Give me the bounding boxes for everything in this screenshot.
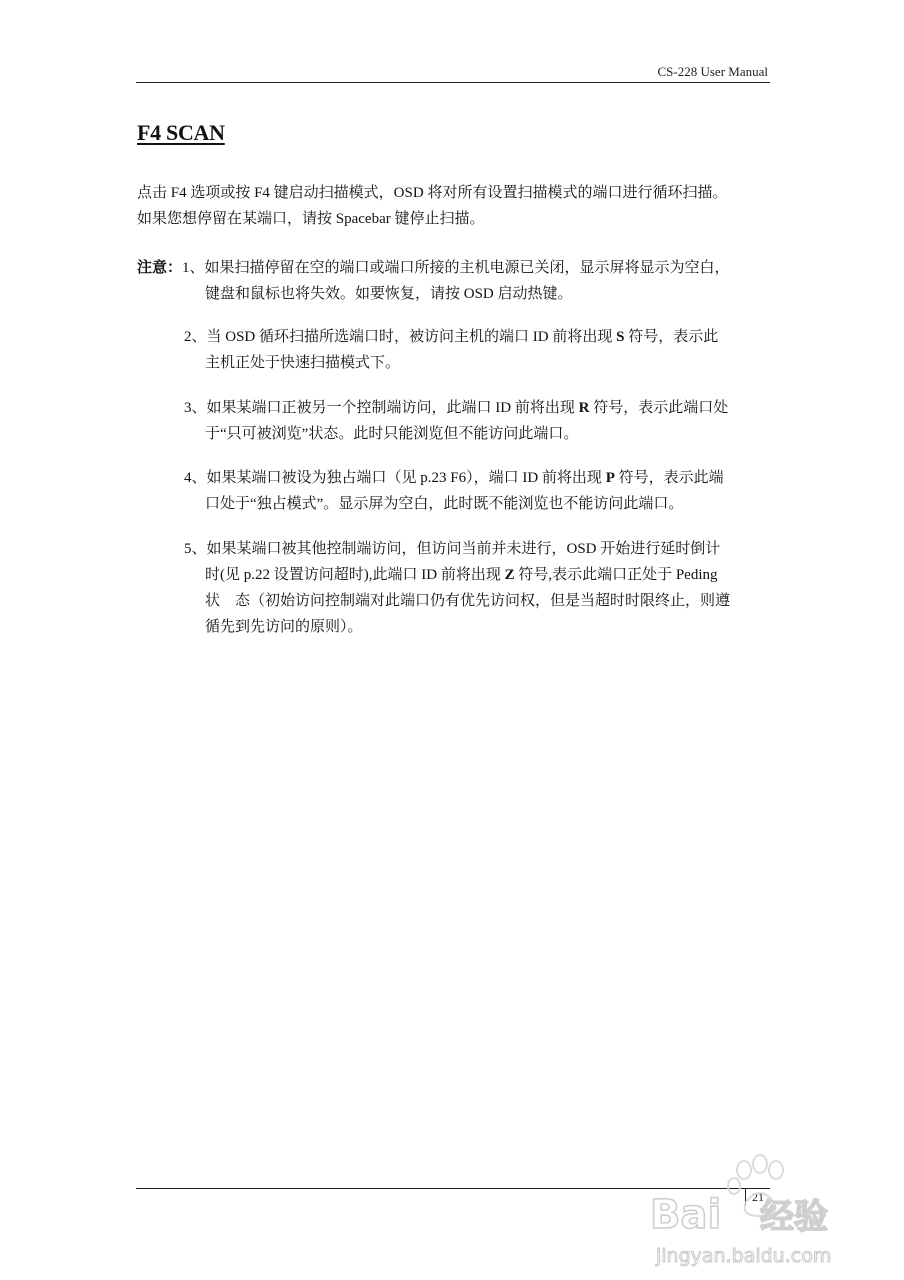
note-label: 注意： — [137, 260, 183, 276]
note-item-5-text-b1: 时(见 p.22 设置访问超时),此端口 ID 前将出现 — [205, 567, 505, 583]
intro-paragraph — [137, 180, 769, 232]
note-item-3-symbol: R — [578, 400, 590, 416]
note-item-2-text-a: 2、当 OSD 循环扫描所选端口时，被访问主机的端口 ID 前将出现 — [184, 329, 617, 345]
note-item-5-line-2 — [184, 562, 769, 588]
watermark-brand-cn: 经验 — [760, 1197, 828, 1237]
note-item-4-text-a: 4、如果某端口被设为独占端口（见 p.23 F6），端口 ID 前将出现 — [184, 470, 606, 486]
note-item-5 — [184, 536, 769, 640]
baidu-jingyan-watermark — [648, 1150, 868, 1268]
note-item-2-symbol: S — [616, 329, 625, 345]
note-item-4 — [184, 465, 769, 517]
note-item-5-text-b2: 符号,表示此端口正处于 Peding — [514, 567, 718, 583]
note-item-1-text: 1、如果扫描停留在空的端口或端口所接的主机电源已关闭，显示屏将显示为空白， — [182, 260, 730, 276]
note-item-4-symbol: P — [605, 470, 615, 486]
intro-line-1: 点击 F4 选项或按 F4 键启动扫描模式，OSD 将对所有设置扫描模式的端口进行循环扫描。 — [137, 185, 728, 201]
note-item-2-continuation: 主机正处于快速扫描模式下。 — [205, 355, 401, 371]
note-item-2-text-b: 符号，表示此 — [624, 329, 719, 345]
note-item-5-line-4: 循先到先访问的原则）。 — [205, 619, 363, 635]
note-item-3-text-a: 3、如果某端口正被另一个控制端访问，此端口 ID 前将出现 — [184, 400, 579, 416]
note-item-3-text-b: 符号，表示此端口处 — [589, 400, 729, 416]
note-item-5-text-a: 5、如果某端口被其他控制端访问，但访问当前并未进行，OSD 开始进行延时倒计 — [184, 541, 721, 557]
note-item-2 — [184, 324, 769, 376]
note-item-1 — [137, 255, 769, 307]
page-number: 21 — [745, 1188, 770, 1206]
note-item-5-line-3: 状 态（初始访问控制端对此端口仍有优先访问权，但是当超时时限终止，则遵 — [205, 593, 731, 609]
header-rule — [136, 82, 770, 83]
note-item-3 — [184, 395, 769, 447]
note-item-3-continuation: 于“只可被浏览”状态。此时只能浏览但不能访问此端口。 — [205, 426, 579, 442]
note-item-5-symbol: Z — [504, 567, 515, 583]
intro-line-2: 如果您想停留在某端口，请按 Spacebar 键停止扫描。 — [137, 211, 485, 227]
watermark-url: jingyan.baidu.com — [656, 1245, 832, 1267]
watermark-brand: Bai — [650, 1192, 722, 1238]
section-title: F4 SCAN — [137, 120, 225, 145]
note-item-4-text-b: 符号，表示此端 — [614, 470, 724, 486]
running-header: CS-228 User Manual — [657, 64, 768, 79]
note-item-1-continuation: 键盘和鼠标也将失效。如要恢复，请按 OSD 启动热键。 — [205, 286, 573, 302]
note-item-4-continuation: 口处于“独占模式”。显示屏为空白，此时既不能浏览也不能访问此端口。 — [205, 496, 684, 512]
